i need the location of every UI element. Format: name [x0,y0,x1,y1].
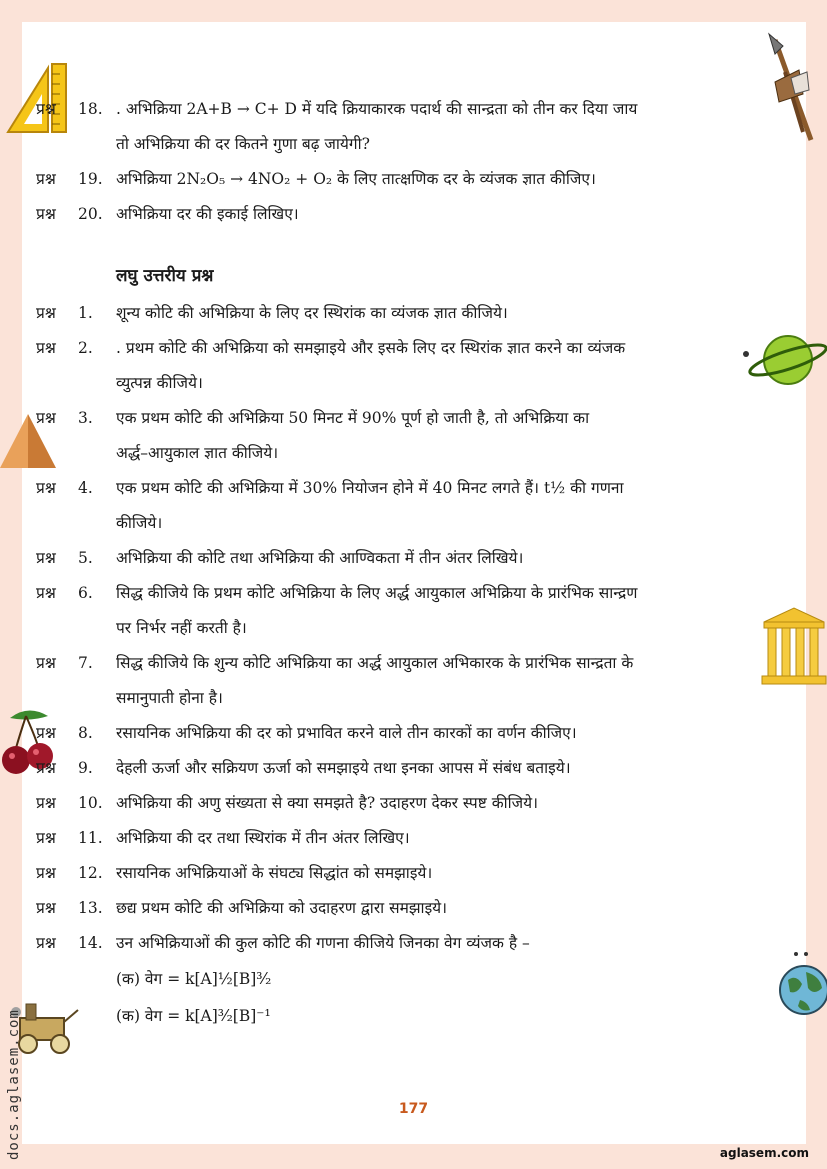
question-number: 14. [78,934,103,952]
question-label: प्रश्न [36,339,56,357]
question-text-line: पर निर्भर नहीं करती है। [116,619,247,637]
question-label: प्रश्न [36,759,56,777]
question-number: 4. [78,479,93,497]
question-list [36,92,776,1035]
q14-sub-part: (क) वेग = k[A]½[B]³⁄₂ [116,970,272,988]
question-number: 20. [78,205,103,223]
question-text [116,786,776,821]
question-text-line: अभिक्रिया की अणु संख्यता से क्या समझते है? उदाहरण देकर स्पष्ट कीजिये। [116,794,539,812]
question-text-line: अभिक्रिया की दर तथा स्थिरांक में तीन अंतर लिखिए। [116,829,410,847]
question-text-line: रसायनिक अभिक्रियाओं के संघट्य सिद्धांत को समझाइये। [116,864,433,882]
question-row [36,646,776,716]
question-number: 2. [78,339,93,357]
question-number: 5. [78,549,93,567]
question-number: 6. [78,584,93,602]
question-text-line: व्युत्पन्न कीजिये। [116,374,203,392]
question-number: 19. [78,170,103,188]
question-text [116,891,776,926]
question-text [116,646,776,716]
question-number: 11. [78,829,103,847]
question-text-line: . अभिक्रिया 2A+B → C+ D में यदि क्रियाकारक पदार्थ की सान्द्रता को तीन कर दिया जाय [116,100,638,118]
question-text [116,576,776,646]
question-row [36,331,776,401]
question-text-line: कीजिये। [116,514,163,532]
short-answer-questions [36,296,776,961]
question-number: 1. [78,304,93,322]
question-label: प्रश्न [36,304,56,322]
question-text-line: सिद्ध कीजिये कि प्रथम कोटि अभिक्रिया के लिए अर्द्ध आयुकाल अभिक्रिया के प्रारंभिक सान्द्रण [116,584,638,602]
question-text-line: एक प्रथम कोटि की अभिक्रिया में 30% नियोजन होने में 40 मिनट लगते हैं। t½ की गणना [116,479,624,497]
question-row [36,541,776,576]
question-row [36,716,776,751]
question-label: प्रश्न [36,899,56,917]
question-text-line: समानुपाती होना है। [116,689,223,707]
question-text [116,401,776,471]
watermark-text: docs.aglasem.com [6,1009,22,1160]
question-label: प्रश्न [36,409,56,427]
question-19 [36,162,776,197]
question-text: अभिक्रिया दर की इकाई लिखिए। [116,205,299,223]
question-text: अभिक्रिया 2N₂O₅ → 4NO₂ + O₂ के लिए तात्क्षणिक दर के व्यंजक ज्ञात कीजिए। [116,170,596,188]
question-row [36,926,776,961]
site-name: aglasem.com [719,1146,809,1160]
question-row [36,891,776,926]
question-label: प्रश्न [36,829,56,847]
question-label: प्रश्न [36,934,56,952]
question-text-line: . प्रथम कोटि की अभिक्रिया को समझाइये और इसके लिए दर स्थिरांक ज्ञात करने का व्यंजक [116,339,626,357]
q14-sub-part: (क) वेग = k[A]³⁄₂[B]⁻¹ [116,1007,271,1025]
question-text [116,331,776,401]
question-label: प्रश्न [36,864,56,882]
question-label: प्रश्न [36,654,56,672]
question-row [36,471,776,541]
question-text-line: रसायनिक अभिक्रिया की दर को प्रभावित करने वाले तीन कारकों का वर्णन कीजिए। [116,724,577,742]
question-text-line: देहली ऊर्जा और सक्रियण ऊर्जा को समझाइये तथा इनका आपस में संबंध बताइये। [116,759,571,777]
question-number: 8. [78,724,93,742]
question-text [116,821,776,856]
question-row [36,786,776,821]
question-text-line: उन अभिक्रियाओं की कुल कोटि की गणना कीजिये जिनका वेग व्यंजक है – [116,934,530,952]
question-label: प्रश्न [36,794,56,812]
question-text [116,471,776,541]
question-label: प्रश्न [36,549,56,567]
question-text [116,92,776,162]
section-title: लघु उत्तरीय प्रश्न [116,266,214,286]
question-text [116,541,776,576]
question-label: प्रश्न [36,205,56,223]
question-label: प्रश्न [36,724,56,742]
page-number: 177 [398,1101,429,1117]
question-number: 3. [78,409,93,427]
question-row [36,856,776,891]
question-number: 18. [78,100,103,118]
question-row [36,401,776,471]
question-number: 12. [78,864,103,882]
question-text-line: एक प्रथम कोटि की अभिक्रिया 50 मिनट में 90% पूर्ण हो जाती है, तो अभिक्रिया का [116,409,590,427]
question-row [36,821,776,856]
question-number: 7. [78,654,93,672]
question-text-line: छद्य प्रथम कोटि की अभिक्रिया को उदाहरण द्वारा समझाइये। [116,899,448,917]
question-row [36,751,776,786]
question-label: प्रश्न [36,170,56,188]
question-text-line: शून्य कोटि की अभिक्रिया के लिए दर स्थिरांक का व्यंजक ज्ञात कीजिये। [116,304,508,322]
question-text [116,926,776,961]
question-text-line: अर्द्ध–आयुकाल ज्ञात कीजिये। [116,444,279,462]
question-number: 9. [78,759,93,777]
question-text-line: तो अभिक्रिया की दर कितने गुणा बढ़ जायेगी? [116,135,370,153]
question-label: प्रश्न [36,479,56,497]
question-18 [36,92,776,162]
question-text [116,856,776,891]
question-row [36,296,776,331]
question-20 [36,197,776,232]
question-number: 10. [78,794,103,812]
globe-icon [776,944,827,1020]
question-text [116,751,776,786]
question-label: प्रश्न [36,100,56,118]
question-number: 13. [78,899,103,917]
question-label: प्रश्न [36,584,56,602]
question-text [116,296,776,331]
question-row [36,576,776,646]
question-text-line: सिद्ध कीजिये कि शुन्य कोटि अभिक्रिया का अर्द्ध आयुकाल अभिकारक के प्रारंभिक सान्द्रता के [116,654,634,672]
question-text [116,716,776,751]
question-text-line: अभिक्रिया की कोटि तथा अभिक्रिया की आण्विकता में तीन अंतर लिखिये। [116,549,524,567]
